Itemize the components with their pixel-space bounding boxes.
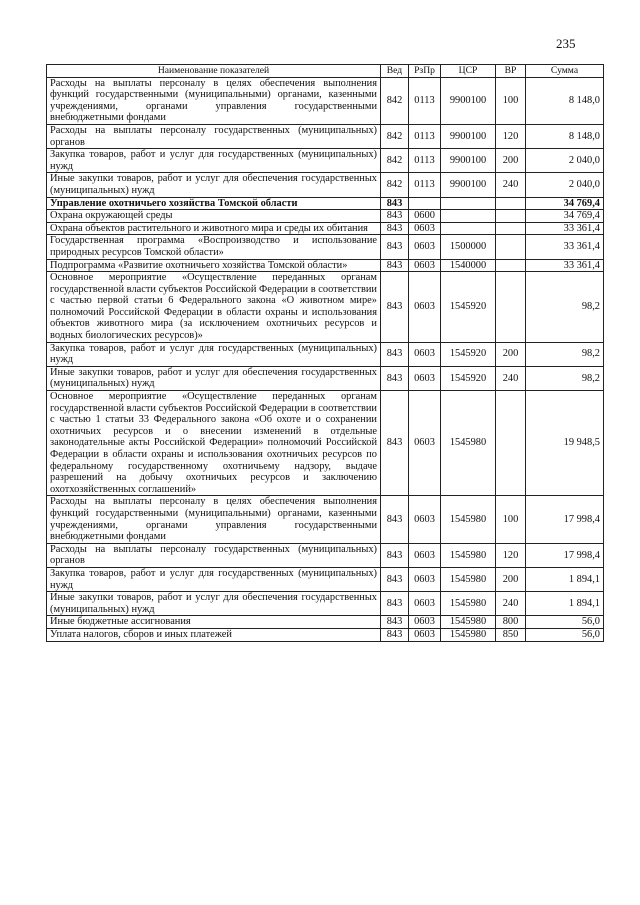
cell-sum: 8 148,0 (526, 124, 604, 148)
cell-csr (441, 210, 496, 223)
cell-sum: 98,2 (526, 366, 604, 390)
cell-name: Расходы на выплаты персоналу государственных (муниципальных) органов (47, 543, 381, 567)
cell-csr (441, 197, 496, 210)
cell-vr: 240 (496, 366, 526, 390)
cell-rzpr: 0603 (409, 592, 441, 616)
cell-vr: 200 (496, 149, 526, 173)
cell-ved: 843 (381, 259, 409, 272)
cell-name: Иные закупки товаров, работ и услуг для обеспечения государственных (муниципальных) нужд (47, 592, 381, 616)
cell-sum: 33 361,4 (526, 235, 604, 259)
cell-vr: 240 (496, 592, 526, 616)
cell-ved: 843 (381, 496, 409, 543)
table-row (47, 173, 604, 197)
cell-ved: 842 (381, 77, 409, 124)
cell-name: Иные закупки товаров, работ и услуг для обеспечения государственных (муниципальных) нужд (47, 366, 381, 390)
table-row (47, 391, 604, 496)
cell-vr: 850 (496, 628, 526, 641)
cell-rzpr: 0113 (409, 149, 441, 173)
cell-vr: 800 (496, 616, 526, 629)
cell-rzpr: 0600 (409, 210, 441, 223)
cell-name: Иные бюджетные ассигнования (47, 616, 381, 629)
table-row (47, 77, 604, 124)
table-row (47, 259, 604, 272)
cell-name: Закупка товаров, работ и услуг для государственных (муниципальных) нужд (47, 149, 381, 173)
cell-csr: 9900100 (441, 149, 496, 173)
cell-name: Управление охотничьего хозяйства Томской области (47, 197, 381, 210)
cell-sum: 34 769,4 (526, 210, 604, 223)
cell-vr: 100 (496, 496, 526, 543)
table-header-row (47, 65, 604, 78)
cell-sum: 8 148,0 (526, 77, 604, 124)
cell-vr: 240 (496, 173, 526, 197)
cell-ved: 843 (381, 342, 409, 366)
cell-vr (496, 259, 526, 272)
cell-sum: 17 998,4 (526, 543, 604, 567)
cell-sum: 56,0 (526, 616, 604, 629)
cell-ved: 843 (381, 543, 409, 567)
table-row (47, 342, 604, 366)
cell-rzpr: 0603 (409, 222, 441, 235)
cell-ved: 843 (381, 628, 409, 641)
cell-csr: 1545980 (441, 391, 496, 496)
cell-name: Уплата налогов, сборов и иных платежей (47, 628, 381, 641)
table-row (47, 616, 604, 629)
cell-rzpr: 0603 (409, 628, 441, 641)
header-rzpr: РзПр (409, 65, 441, 78)
cell-rzpr: 0113 (409, 124, 441, 148)
cell-vr (496, 272, 526, 343)
table-row (47, 366, 604, 390)
cell-sum: 98,2 (526, 342, 604, 366)
header-csr: ЦСР (441, 65, 496, 78)
cell-name: Расходы на выплаты персоналу в целях обеспечения выполнения функций государственными (муниципальными) органами, казенными учреждениями, органами управления государственными внебюджетными фондами (47, 496, 381, 543)
cell-vr: 200 (496, 342, 526, 366)
cell-ved: 843 (381, 567, 409, 591)
cell-ved: 843 (381, 366, 409, 390)
cell-sum: 98,2 (526, 272, 604, 343)
cell-csr: 1545980 (441, 496, 496, 543)
cell-ved: 842 (381, 149, 409, 173)
cell-vr (496, 391, 526, 496)
cell-name: Закупка товаров, работ и услуг для государственных (муниципальных) нужд (47, 567, 381, 591)
cell-vr: 120 (496, 124, 526, 148)
cell-rzpr: 0603 (409, 342, 441, 366)
cell-ved: 843 (381, 272, 409, 343)
table-row (47, 543, 604, 567)
cell-ved: 843 (381, 210, 409, 223)
cell-vr: 120 (496, 543, 526, 567)
cell-rzpr: 0603 (409, 543, 441, 567)
cell-name: Расходы на выплаты персоналу государственных (муниципальных) органов (47, 124, 381, 148)
cell-name: Государственная программа «Воспроизводство и использование природных ресурсов Томской области» (47, 235, 381, 259)
cell-ved: 842 (381, 173, 409, 197)
cell-sum: 56,0 (526, 628, 604, 641)
cell-sum: 33 361,4 (526, 259, 604, 272)
cell-name: Основное мероприятие «Осуществление переданных органам государственной власти субъектов Российской Федерации в соответствии с частью 1 статьи 33 Федерального закона «Об охоте и о сохранении охотничьих ресурсов и о внесении изменений в отдельные законодательные акты Российской Федерации» полномочий Российской Федерации в области охраны и использования охотничьих ресурсов по федеральному государственному охотничьему надзору, выдаче разрешений на добычу охотничьих ресурсов и заключению охотхозяйственных соглашений» (47, 391, 381, 496)
cell-csr: 1545980 (441, 628, 496, 641)
cell-ved: 843 (381, 592, 409, 616)
table-row (47, 210, 604, 223)
cell-sum: 17 998,4 (526, 496, 604, 543)
cell-sum: 2 040,0 (526, 149, 604, 173)
cell-csr: 1545980 (441, 592, 496, 616)
cell-sum: 1 894,1 (526, 567, 604, 591)
header-vr: ВР (496, 65, 526, 78)
header-ved: Вед (381, 65, 409, 78)
page-number: 235 (556, 36, 576, 51)
cell-rzpr: 0603 (409, 496, 441, 543)
cell-rzpr (409, 197, 441, 210)
cell-csr: 9900100 (441, 124, 496, 148)
cell-csr: 1545980 (441, 567, 496, 591)
cell-vr (496, 197, 526, 210)
cell-csr: 1545920 (441, 342, 496, 366)
cell-ved: 843 (381, 235, 409, 259)
cell-rzpr: 0603 (409, 616, 441, 629)
cell-name: Основное мероприятие «Осуществление переданных органам государственной власти субъектов Российской Федерации в соответствии с частью первой статьи 6 Федерального закона «О животном мире» полномочий Российской Федерации в области охраны и использования объектов животного мира (за исключением охотничьих ресурсов и водных биологических ресурсов)» (47, 272, 381, 343)
cell-csr: 9900100 (441, 173, 496, 197)
cell-ved: 842 (381, 124, 409, 148)
cell-name: Подпрограмма «Развитие охотничьего хозяйства Томской области» (47, 259, 381, 272)
cell-sum: 2 040,0 (526, 173, 604, 197)
cell-rzpr: 0603 (409, 235, 441, 259)
cell-sum: 1 894,1 (526, 592, 604, 616)
table-row (47, 496, 604, 543)
cell-vr (496, 222, 526, 235)
cell-rzpr: 0603 (409, 259, 441, 272)
cell-vr: 100 (496, 77, 526, 124)
cell-vr: 200 (496, 567, 526, 591)
cell-sum: 34 769,4 (526, 197, 604, 210)
cell-csr: 1545920 (441, 366, 496, 390)
table-row (47, 149, 604, 173)
cell-rzpr: 0113 (409, 77, 441, 124)
cell-vr (496, 235, 526, 259)
table-row (47, 235, 604, 259)
cell-csr: 1545920 (441, 272, 496, 343)
cell-rzpr: 0603 (409, 567, 441, 591)
cell-sum: 33 361,4 (526, 222, 604, 235)
cell-ved: 843 (381, 222, 409, 235)
cell-name: Охрана окружающей среды (47, 210, 381, 223)
cell-csr: 1545980 (441, 616, 496, 629)
header-sum: Сумма (526, 65, 604, 78)
cell-name: Расходы на выплаты персоналу в целях обеспечения выполнения функций государственными (муниципальными) органами, казенными учреждениями, органами управления государственными внебюджетными фондами (47, 77, 381, 124)
cell-csr (441, 222, 496, 235)
cell-csr: 1500000 (441, 235, 496, 259)
cell-rzpr: 0113 (409, 173, 441, 197)
table-row (47, 124, 604, 148)
cell-ved: 843 (381, 391, 409, 496)
table-row (47, 197, 604, 210)
cell-name: Охрана объектов растительного и животного мира и среды их обитания (47, 222, 381, 235)
cell-name: Иные закупки товаров, работ и услуг для обеспечения государственных (муниципальных) нужд (47, 173, 381, 197)
cell-csr: 1545980 (441, 543, 496, 567)
cell-sum: 19 948,5 (526, 391, 604, 496)
table-row (47, 567, 604, 591)
budget-table (46, 64, 604, 642)
cell-rzpr: 0603 (409, 366, 441, 390)
cell-ved: 843 (381, 616, 409, 629)
table-row (47, 272, 604, 343)
cell-csr: 9900100 (441, 77, 496, 124)
cell-rzpr: 0603 (409, 272, 441, 343)
table-row (47, 222, 604, 235)
cell-rzpr: 0603 (409, 391, 441, 496)
cell-name: Закупка товаров, работ и услуг для государственных (муниципальных) нужд (47, 342, 381, 366)
cell-vr (496, 210, 526, 223)
table-row (47, 628, 604, 641)
header-name: Наименование показателей (47, 65, 381, 78)
cell-csr: 1540000 (441, 259, 496, 272)
cell-ved: 843 (381, 197, 409, 210)
table-row (47, 592, 604, 616)
